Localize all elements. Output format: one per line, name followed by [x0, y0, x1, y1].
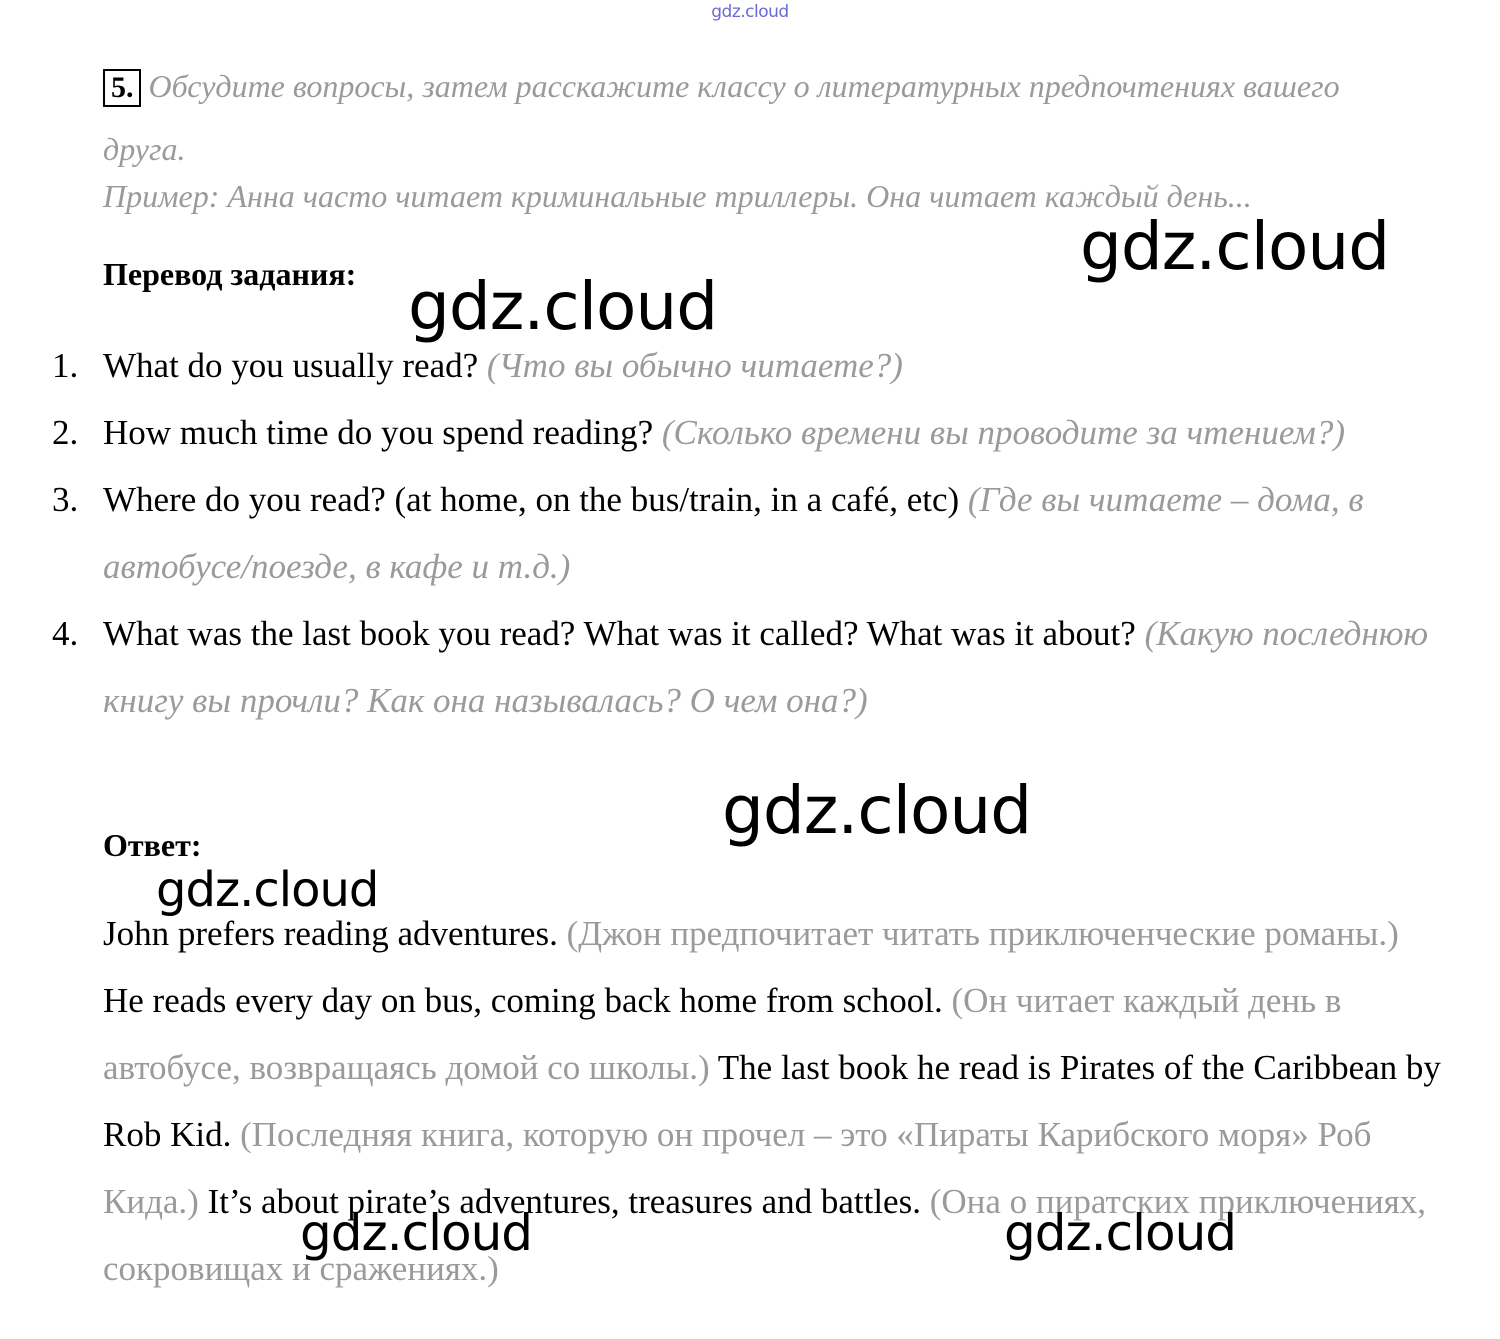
site-label: gdz.cloud	[711, 2, 789, 22]
question-ru: (Что вы обычно читаете?)	[486, 346, 903, 385]
task-example: Пример: Анна часто читает криминальные триллеры. Она читает каждый день...	[103, 178, 1252, 214]
answer-ru: (Последняя книга, которую он прочел – это «Пираты Карибского моря» Роб Кида.)	[103, 1115, 1372, 1221]
answer-ru: (Он читает каждый день в автобусе, возвращаясь домой со школы.)	[103, 981, 1342, 1087]
answer-en: John prefers reading adventures.	[103, 914, 558, 953]
watermark: gdz.cloud	[156, 862, 379, 918]
item-number: 4.	[52, 614, 79, 653]
question-en: Where do you read? (at home, on the bus/train, in a café, etc)	[103, 480, 960, 519]
question-ru: (Где вы читаете – дома, в автобусе/поезде, в кафе и т.д.)	[103, 480, 1364, 586]
task-number: 5.	[103, 69, 141, 107]
question-en: What was the last book you read? What was it called? What was it about?	[103, 614, 1136, 653]
watermark: gdz.cloud	[408, 268, 718, 345]
translation-title: Перевод задания:	[103, 256, 357, 292]
answer-en: It’s about pirate’s adventures, treasures and battles.	[207, 1182, 921, 1221]
answer-ru: (Джон предпочитает читать приключенческие романы.)	[566, 914, 1399, 953]
answer-ru: (Она о пиратских приключениях, сокровищах и сражениях.)	[103, 1182, 1426, 1288]
question-en: How much time do you spend reading?	[103, 413, 654, 452]
list-item	[0, 466, 1440, 600]
answer-title: Ответ:	[103, 827, 202, 863]
question-en: What do you usually read?	[103, 346, 479, 385]
watermark: gdz.cloud	[1080, 208, 1390, 285]
question-ru: (Сколько времени вы проводите за чтением?)	[661, 413, 1346, 452]
task-header	[103, 55, 1423, 181]
list-item	[0, 399, 1440, 466]
item-number: 3.	[52, 480, 79, 519]
item-number: 2.	[52, 413, 79, 452]
list-item	[0, 600, 1440, 734]
watermark: gdz.cloud	[300, 1204, 533, 1262]
answer-en: He reads every day on bus, coming back home from school.	[103, 981, 943, 1020]
list-item	[0, 332, 1440, 399]
watermark: gdz.cloud	[1004, 1204, 1237, 1262]
question-ru: (Какую последнюю книгу вы прочли? Как она называлась? О чем она?)	[103, 614, 1429, 720]
answer-en: The last book he read is Pirates of the Caribbean by Rob Kid.	[103, 1048, 1441, 1154]
item-number: 1.	[52, 346, 79, 385]
question-list	[0, 332, 1440, 734]
task-instruction: Обсудите вопросы, затем расскажите классу о литературных предпочтениях вашего друга.	[103, 68, 1340, 167]
watermark: gdz.cloud	[722, 772, 1032, 849]
